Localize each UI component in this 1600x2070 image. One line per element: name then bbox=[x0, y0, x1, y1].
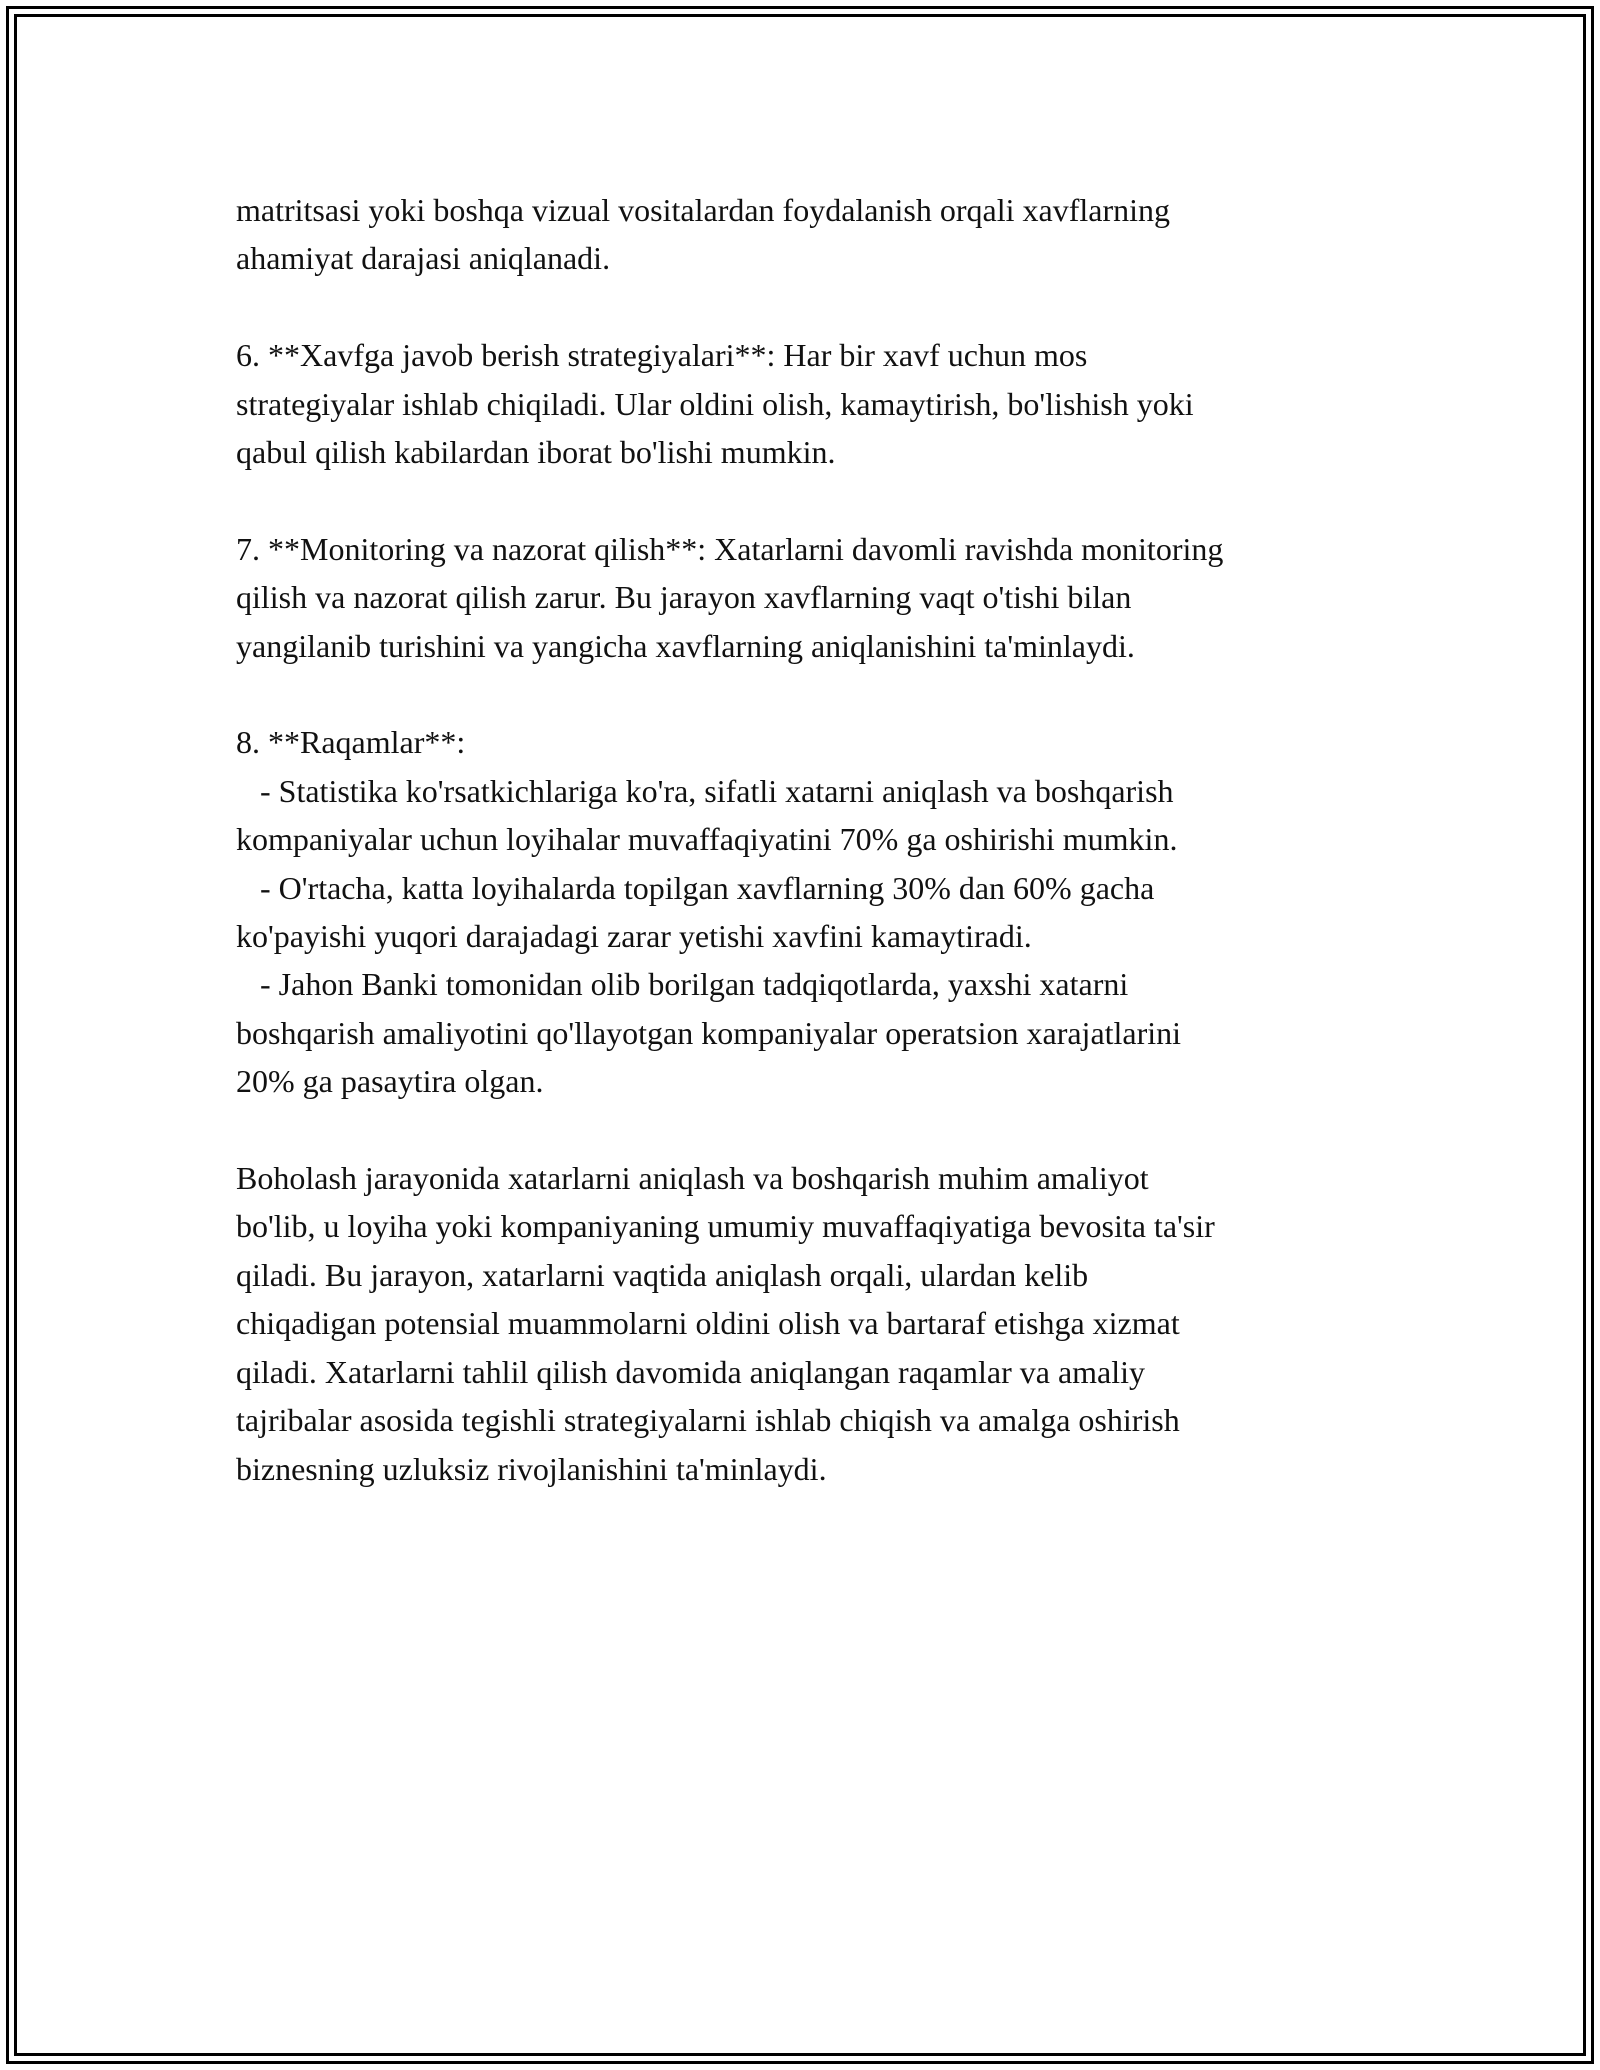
text-line: qiladi. Xatarlarni tahlil qilish davomida aniqlangan raqamlar va amaliy bbox=[236, 1353, 1146, 1390]
text-line: Boholash jarayonida xatarlarni aniqlash va boshqarish muhim amaliyot bbox=[236, 1160, 1149, 1197]
text-line: qiladi. Bu jarayon, xatarlarni vaqtida aniqlash orqali, ulardan kelib bbox=[236, 1256, 1089, 1293]
text-line: - Jahon Banki tomonidan olib borilgan tadqiqotlarda, yaxshi xatarni bbox=[236, 966, 1129, 1003]
text-line: ko'payishi yuqori darajadagi zarar yetishi xavfini kamaytiradi. bbox=[236, 918, 1032, 955]
paragraph-item-8 bbox=[236, 718, 1396, 1105]
paragraph-continuation bbox=[236, 186, 1396, 283]
text-line: 20% ga pasaytira olgan. bbox=[236, 1063, 544, 1100]
paragraph-conclusion bbox=[236, 1154, 1396, 1493]
text-line: chiqadigan potensial muammolarni oldini olish va bartaraf etishga xizmat bbox=[236, 1305, 1180, 1342]
text-line: qilish va nazorat qilish zarur. Bu jarayon xavflarning vaqt o'tishi bilan bbox=[236, 579, 1132, 616]
document-body bbox=[236, 186, 1396, 1541]
text-line: 8. **Raqamlar**: bbox=[236, 724, 466, 761]
text-line: tajribalar asosida tegishli strategiyalarni ishlab chiqish va amalga oshirish bbox=[236, 1402, 1180, 1439]
text-line: matritsasi yoki boshqa vizual vositalardan foydalanish orqali xavflarning bbox=[236, 192, 1170, 228]
text-line: yangilanib turishini va yangicha xavflarning aniqlanishini ta'minlaydi. bbox=[236, 627, 1135, 664]
text-line: 6. **Xavfga javob berish strategiyalari**: Har bir xavf uchun mos bbox=[236, 337, 1088, 374]
text-line: boshqarish amaliyotini qo'llayotgan kompaniyalar operatsion xarajatlarini bbox=[236, 1014, 1182, 1051]
paragraph-item-7 bbox=[236, 525, 1396, 670]
text-line: strategiyalar ishlab chiqiladi. Ular oldini olish, kamaytirish, bo'lishish yoki bbox=[236, 385, 1194, 422]
text-line: - Statistika ko'rsatkichlariga ko'ra, sifatli xatarni aniqlash va boshqarish bbox=[236, 772, 1174, 809]
text-line: ahamiyat darajasi aniqlanadi. bbox=[236, 240, 611, 277]
paragraph-item-6 bbox=[236, 331, 1396, 476]
text-line: biznesning uzluksiz rivojlanishini ta'minlaydi. bbox=[236, 1450, 827, 1487]
text-line: kompaniyalar uchun loyihalar muvaffaqiyatini 70% ga oshirishi mumkin. bbox=[236, 821, 1178, 858]
text-line: 7. **Monitoring va nazorat qilish**: Xatarlarni davomli ravishda monitoring bbox=[236, 530, 1224, 567]
text-line: - O'rtacha, katta loyihalarda topilgan xavflarning 30% dan 60% gacha bbox=[236, 869, 1155, 906]
text-line: qabul qilish kabilardan iborat bo'lishi mumkin. bbox=[236, 434, 836, 471]
text-line: bo'lib, u loyiha yoki kompaniyaning umumiy muvaffaqiyatiga bevosita ta'sir bbox=[236, 1208, 1215, 1245]
